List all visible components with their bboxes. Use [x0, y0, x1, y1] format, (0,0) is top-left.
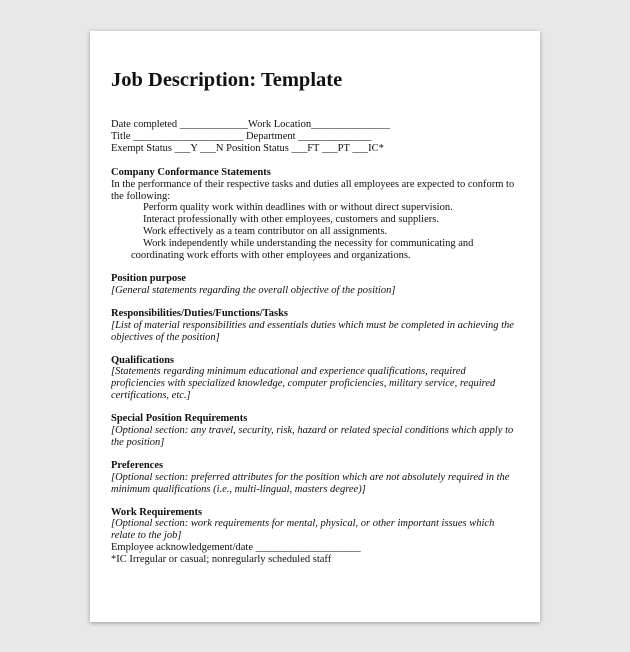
title-department-line: Title _____________________ Department ______________	[111, 130, 372, 142]
employee-acknowledgement-line: Employee acknowledgement/date ____________________	[111, 542, 361, 554]
qualifications-heading: Qualifications	[111, 354, 175, 366]
document-body	[111, 119, 521, 566]
purpose-text: [General statements regarding the overall objective of the position]	[111, 284, 396, 296]
conformance-heading: Company Conformance Statements	[111, 166, 271, 178]
ic-footnote: *IC Irregular or casual; nonregularly scheduled staff	[111, 554, 332, 566]
work-requirements-text: [Optional section: work requirements for mental, physical, or other important issues which	[111, 518, 495, 530]
purpose-heading: Position purpose	[111, 272, 186, 284]
date-location-line: Date completed _____________Work Location_______________	[111, 119, 390, 130]
conformance-intro-1: In the performance of their respective tasks and duties all employees are expected to conform to	[111, 178, 515, 190]
work-requirements-text: relate to the job]	[111, 530, 182, 542]
responsibilities-heading: Responsibilities/Duties/Functions/Tasks	[111, 307, 288, 319]
conformance-item: Perform quality work within deadlines with or without direct supervision.	[143, 202, 453, 214]
exempt-status-line: Exempt Status ___Y ___N Position Status ___FT ___PT ___IC*	[111, 142, 384, 154]
special-requirements-text: the position]	[111, 436, 165, 448]
work-requirements-heading: Work Requirements	[111, 506, 203, 518]
conformance-item-continuation: coordinating work efforts with other employees and organizations.	[131, 250, 411, 262]
qualifications-text: proficiencies with specialized knowledge, computer proficiencies, military service, required	[111, 378, 496, 390]
qualifications-text: certifications, etc.]	[111, 390, 191, 402]
conformance-item: Work independently while understanding the necessity for communicating and	[143, 238, 474, 250]
qualifications-text: [Statements regarding minimum educational and experience qualifications, required	[111, 366, 466, 378]
responsibilities-text: objectives of the position]	[111, 331, 220, 343]
conformance-item: Work effectively as a team contributor on all assignments.	[143, 226, 388, 238]
preferences-text: minimum qualifications (i.e., multi-lingual, masters degree)]	[111, 483, 366, 495]
responsibilities-text: [List of material responsibilities and essentials duties which must be completed in achieving the	[111, 319, 514, 331]
document-title: Job Description: Template	[111, 69, 343, 91]
document-page	[90, 31, 540, 622]
special-requirements-text: [Optional section: any travel, security, risk, hazard or related special conditions which apply to	[111, 425, 514, 437]
preferences-heading: Preferences	[111, 459, 164, 471]
conformance-item: Interact professionally with other employees, customers and suppliers.	[143, 214, 439, 226]
preferences-text: [Optional section: preferred attributes for the position which are not absolutely required in the	[111, 471, 510, 483]
special-requirements-heading: Special Position Requirements	[111, 413, 248, 425]
conformance-intro-2: the following:	[111, 190, 171, 202]
